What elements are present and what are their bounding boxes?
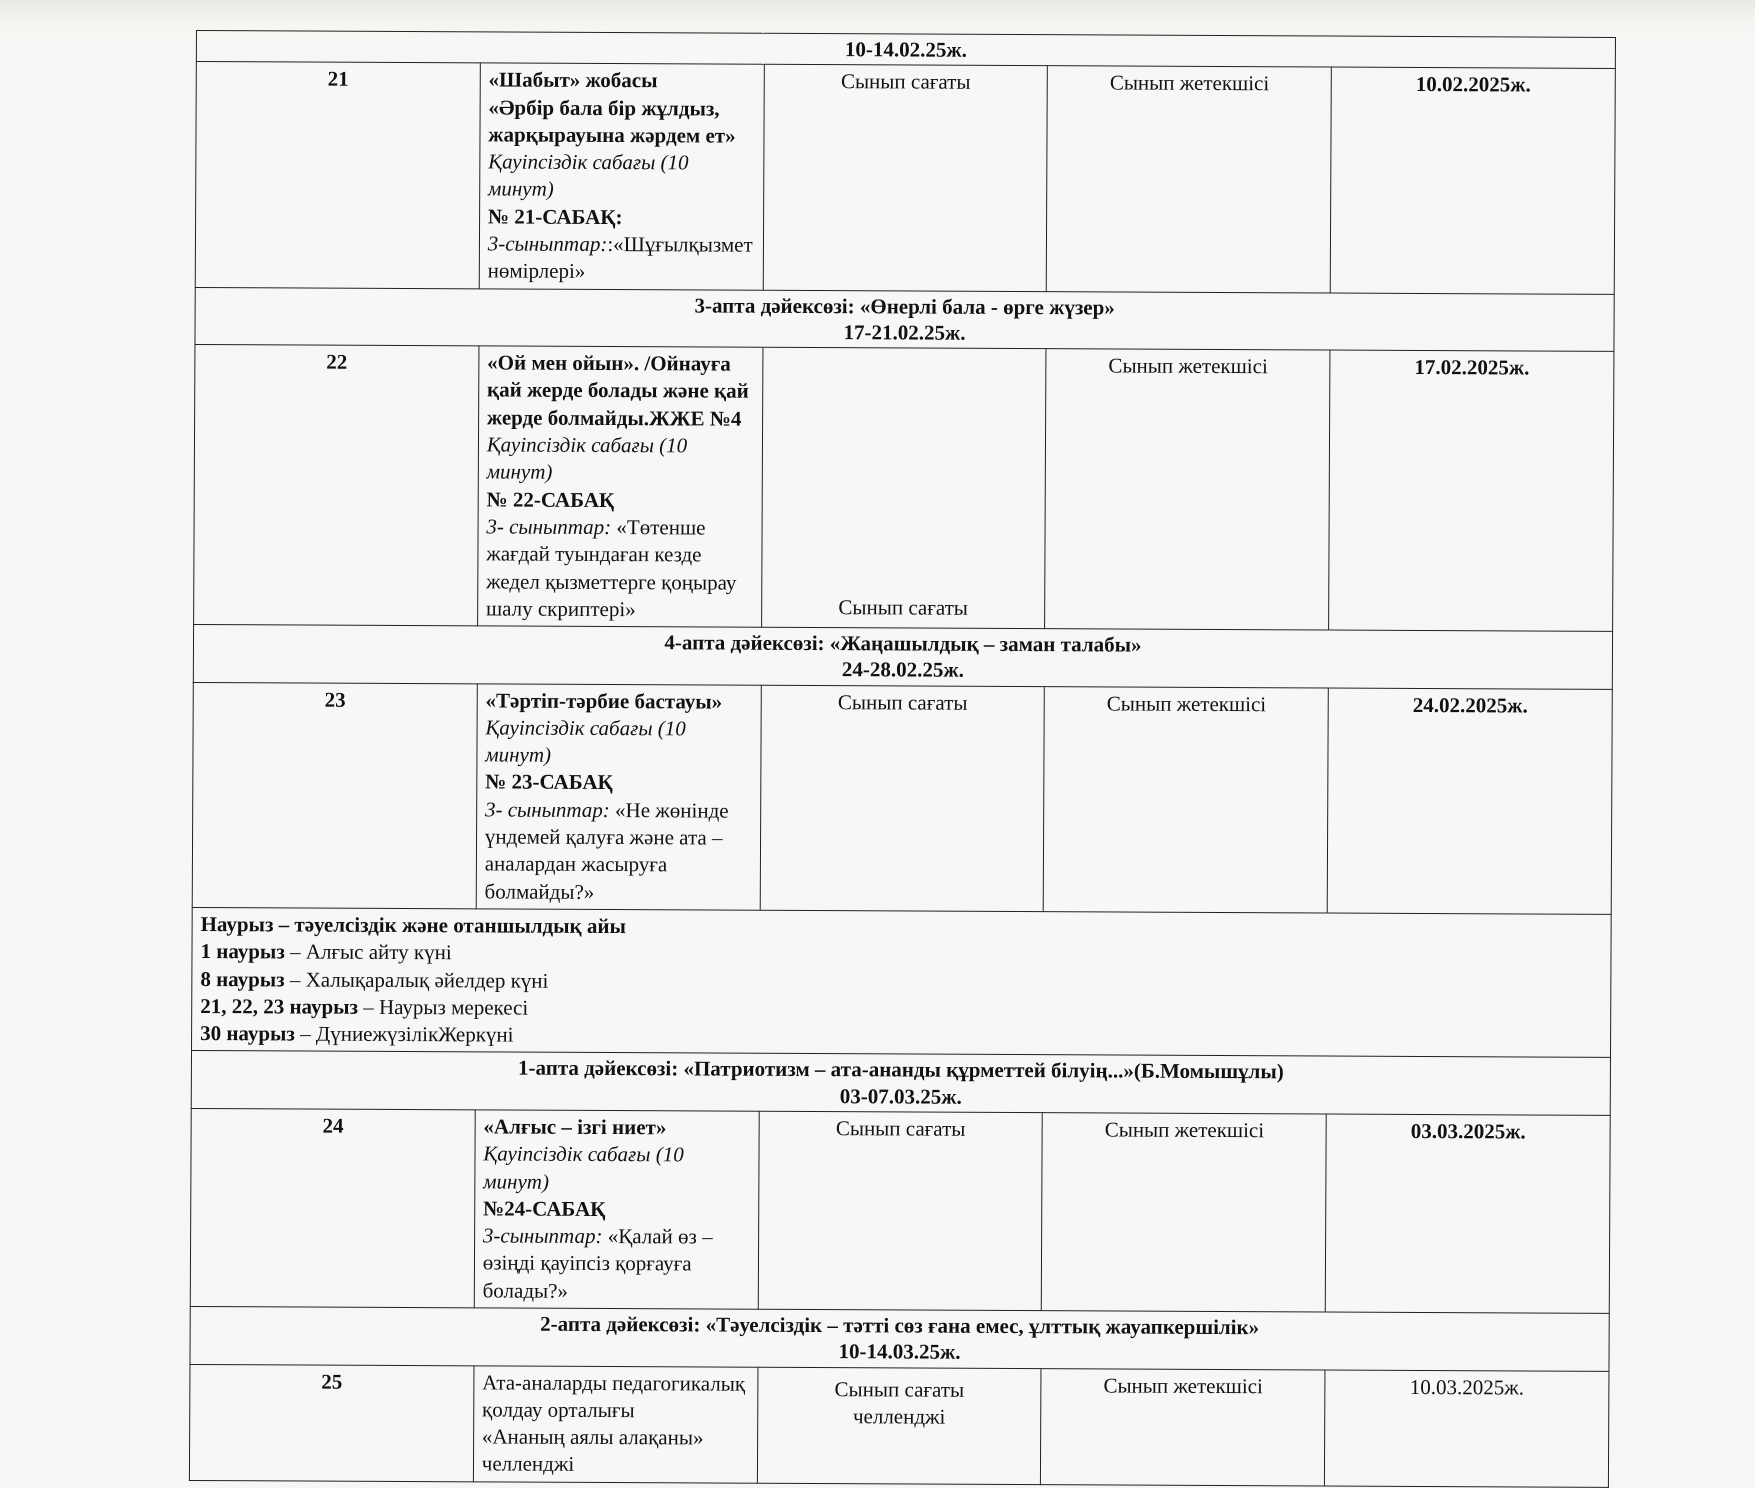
- march-day-item: [200, 1020, 1602, 1054]
- topic-safety-lesson: Қауіпсіздік сабағы (10 минут): [486, 432, 688, 485]
- row-responsible: Сынып жетекшісі: [1044, 686, 1329, 913]
- row-form: [757, 1367, 1041, 1485]
- topic-safety-lesson: Қауіпсіздік сабағы (10 минут): [483, 1141, 684, 1194]
- week-dates: 10-14.02.25ж.: [196, 31, 1615, 69]
- row-number: 25: [189, 1364, 473, 1482]
- grade-label: 3-сыныптар:: [487, 231, 608, 257]
- row-form: Сынып сағаты: [758, 1111, 1043, 1310]
- row-form: Сынып сағаты: [760, 685, 1045, 912]
- lesson-number: № 23-САБАҚ: [485, 769, 613, 795]
- week-header-row: [193, 625, 1612, 689]
- lesson-topic: «Төтенше жағдай туындаған кезде жедел қызметтерге қоңырау шалу скриптері»: [485, 514, 737, 621]
- week-dates: 24-28.02.25ж.: [841, 657, 964, 683]
- week-dates: 17-21.02.25ж.: [843, 320, 966, 345]
- plan-sheet: [189, 30, 1616, 1488]
- march-info: [192, 907, 1612, 1057]
- table-row: [195, 62, 1615, 294]
- grade-label: 3- сыныптар:: [486, 514, 612, 539]
- lesson-number: №24-САБАҚ: [482, 1196, 606, 1221]
- march-day-name: – Халықаралық әйелдер күні: [284, 967, 549, 993]
- week-motto-text: 4-апта дәйексөзі: «Жаңашылдық – заман талабы»: [664, 630, 1142, 657]
- row-responsible: Сынып жетекшісі: [1042, 1113, 1327, 1312]
- row-number: 24: [190, 1108, 475, 1307]
- week-motto: [195, 287, 1614, 351]
- topic-subtitle: «Әрбір бала бір жұлдыз, жарқырауына жәрдем ет»: [488, 94, 736, 148]
- march-day-date: 1 наурыз: [200, 939, 285, 964]
- table-row: [194, 345, 1614, 632]
- lesson-topic: «Қалай өз – өзіңді қауіпсіз қорғауға болады?»: [482, 1224, 713, 1303]
- activity-plan-table: [189, 30, 1616, 1488]
- march-day-name: – Алғыс айту күні: [284, 939, 452, 965]
- topic-title: «Тәртіп-тәрбие бастауы»: [485, 688, 723, 714]
- week-motto: [190, 1307, 1609, 1371]
- row-number: 21: [195, 62, 480, 289]
- march-day-date: 30 наурыз: [200, 1021, 295, 1046]
- row-topic: [476, 683, 761, 910]
- row-date: 10.02.2025ж.: [1330, 67, 1615, 294]
- march-info-row: [192, 907, 1612, 1057]
- row-topic: [477, 346, 762, 627]
- row-form-line: челленджі: [852, 1404, 946, 1429]
- row-date: 24.02.2025ж.: [1327, 688, 1612, 915]
- row-responsible: Сынып жетекшісі: [1041, 1368, 1325, 1486]
- march-day-date: 8 наурыз: [200, 966, 285, 992]
- row-number: 23: [192, 682, 477, 909]
- march-day-name: – Наурыз мерекесі: [357, 994, 529, 1020]
- table-row: [190, 1108, 1610, 1313]
- week-header-row: [195, 287, 1614, 351]
- march-day-name: – ДүниежүзілікЖеркүні: [294, 1021, 514, 1047]
- march-day-date: 21, 22, 23 наурыз: [200, 993, 359, 1019]
- lesson-topic: «Не жөнінде үндемей қалуға және ата – аналардан жасыруға болмайды?»: [484, 797, 729, 904]
- row-form-line: Сынып сағаты: [834, 1376, 965, 1402]
- table-row: [189, 1364, 1609, 1487]
- week-motto-text: 3-апта дәйексөзі: «Өнерлі бала - өрге жүзер»: [694, 293, 1115, 320]
- week-motto-text: 2-апта дәйексөзі: «Тәуелсіздік – тәтті сөз ғана емес, ұлттық жауапкершілік»: [540, 1311, 1260, 1340]
- topic-subtitle: «Ананың аялы алақаны» челленджі: [481, 1424, 704, 1477]
- row-date: 03.03.2025ж.: [1325, 1114, 1610, 1313]
- week-motto-text: 1-апта дәйексөзі: «Патриотизм – ата-ананды құрметтей білуің...»(Б.Момышұлы): [518, 1056, 1284, 1084]
- row-topic: [473, 1365, 757, 1483]
- topic-safety-lesson: Қауіпсіздік сабағы (10 минут): [485, 715, 686, 767]
- topic-title: «Шабыт» жобасы: [488, 67, 658, 93]
- march-title: Наурыз – тәуелсіздік және отаншылдық айы: [200, 912, 626, 939]
- table-row: [192, 682, 1612, 914]
- lesson-number: № 21-САБАҚ:: [487, 204, 623, 229]
- topic-title: «Ой мен ойын». /Ойнауға қай жерде болады және қай жерде болмайды.ЖЖЕ №4: [486, 350, 749, 431]
- row-number: 22: [194, 345, 479, 626]
- row-topic: [479, 63, 764, 290]
- row-responsible: Сынып жетекшісі: [1045, 349, 1330, 630]
- row-topic: [474, 1110, 759, 1309]
- grade-label: 3- сыныптар:: [484, 797, 610, 822]
- row-responsible: Сынып жетекшісі: [1047, 66, 1332, 293]
- week-header-row: [190, 1307, 1609, 1371]
- topic-title: Ата-аналарды педагогикалық қолдау орталығы: [482, 1369, 746, 1422]
- week-motto: [191, 1051, 1610, 1115]
- topic-title: «Алғыс – ізгі ниет»: [483, 1114, 667, 1140]
- lesson-number: № 22-САБАҚ: [486, 487, 615, 512]
- row-form: Сынып сағаты: [763, 65, 1048, 292]
- row-form: Сынып сағаты: [761, 347, 1046, 628]
- grade-label: 3-сыныптар:: [482, 1223, 603, 1249]
- lesson-topic: :«Шұғылқызмет нөмірлері»: [487, 232, 753, 284]
- week-header-row: [191, 1051, 1610, 1115]
- row-date: 17.02.2025ж.: [1329, 350, 1614, 631]
- row-date: 10.03.2025ж.: [1325, 1370, 1609, 1488]
- week-motto: [193, 625, 1612, 689]
- topic-safety-lesson: Қауіпсіздік сабағы (10 минут): [487, 149, 689, 202]
- week-dates: 10-14.03.25ж.: [838, 1339, 961, 1365]
- week-dates: 03-07.03.25ж.: [839, 1083, 962, 1109]
